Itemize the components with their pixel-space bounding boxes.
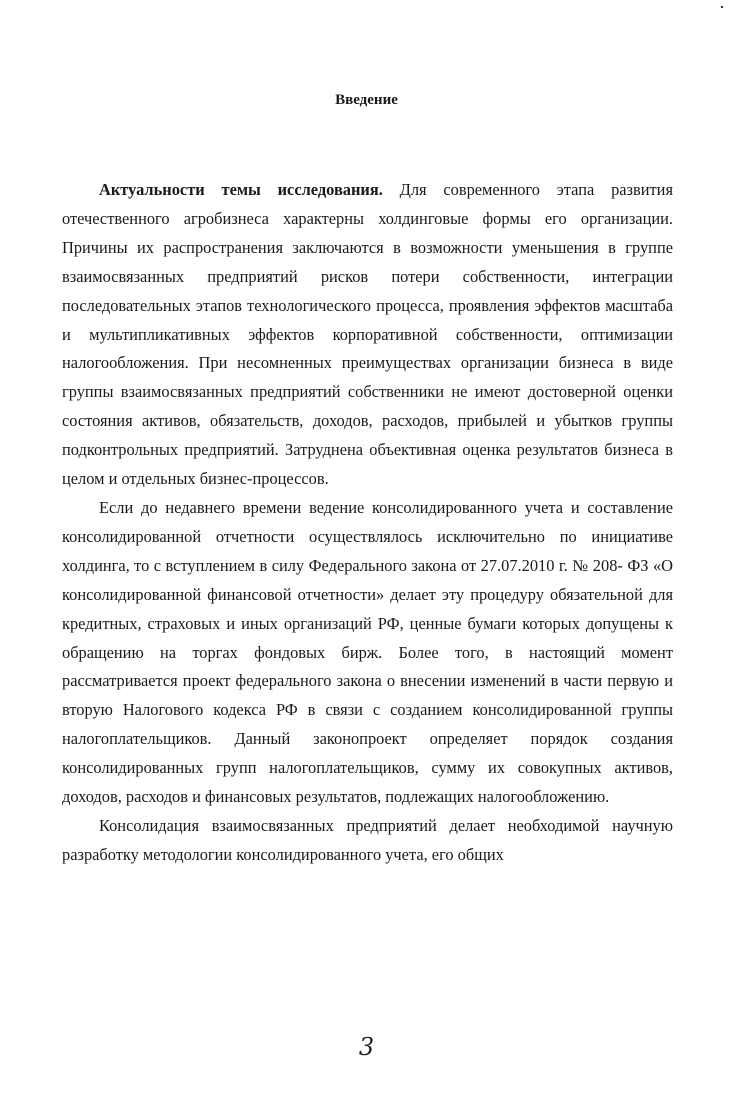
paragraph-legislation: Если до недавнего времени ведение консолидированного учета и составление консолидированной отчетности осуществлялось исключительно по инициативе холдинга, то с вступлением в силу Федерального закона от 27.07.2010 г. № 208- ФЗ «О консолидированной финансовой отчетности» делает эту процедуру обязательной для кредитных, страховых и иных организаций РФ, ценные бумаги которых допущены к обращению на торгах фондовых бирж. Более того, в настоящий момент рассматривается проект федерального закона о внесении изменений в части первую и вторую Налогового кодекса РФ в связи с созданием консолидированной группы налогоплательщиков. Данный законопроект определяет порядок создания консолидированных групп налогоплательщиков, сумму их совокупных активов, доходов, расходов и финансовых результатов, подлежащих налогообложению. (62, 497, 673, 807)
page-title: Введение (335, 92, 398, 108)
paragraph-lead: Актуальности темы исследования. (99, 180, 383, 199)
paragraph-text: Для современного этапа развития отечественного агробизнеса характерны холдинговые формы его организации. Причины их распространения заключаются в возможности уменьшения в группе взаимосвязанных предприятий рисков потери собственности, интеграции последовательных этапов технологического процесса, проявления эффектов масштаба и мультипликативных эффектов корпоративной собственности, оптимизации налогообложения. При несомненных преимуществах организации бизнеса в виде группы взаимосвязанных предприятий собственники не имеют достоверной оценки состояния активов, обязательств, доходов, расходов, прибылей и убытков группы подконтрольных предприятий. Затруднена объективная оценка результатов бизнеса в целом и отдельных бизнес-процессов. (62, 180, 673, 489)
body-text (62, 176, 673, 870)
page-number: 3 (358, 1033, 375, 1061)
paragraph-consolidation: Консолидация взаимосвязанных предприятий делает необходимой научную разработку методологии консолидированного учета, его общих (62, 815, 673, 864)
scan-mark (721, 6, 723, 8)
paragraph-relevance (62, 176, 673, 494)
